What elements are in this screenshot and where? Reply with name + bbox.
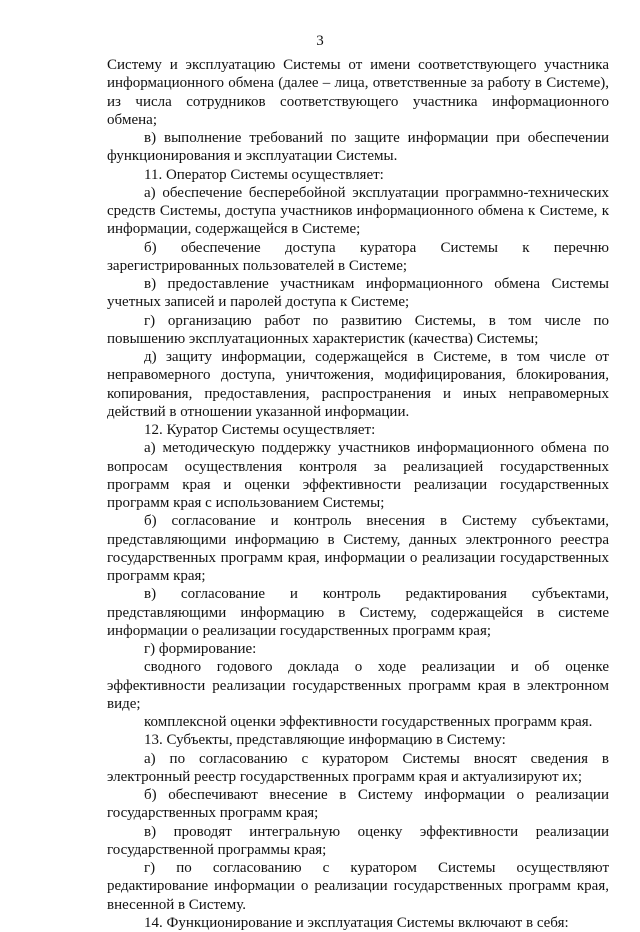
paragraph: б) согласование и контроль внесения в Систему субъектами, представляющими информацию в Систему, данных электронного реестра государственных программ края, информации о реализации государственных программ края; bbox=[107, 513, 609, 584]
paragraph: Систему и эксплуатацию Системы от имени соответствующего участника информационного обмена (далее – лица, ответственные за работу в Системе), из числа сотрудников соответствующего участника информационного обмена; bbox=[107, 57, 609, 128]
paragraph: 13. Субъекты, представляющие информацию в Систему: bbox=[144, 732, 506, 749]
paragraph: а) методическую поддержку участников информационного обмена по вопросам осуществления контроля за реализацией государственных программ края и оценки эффективности реализации государственных программ края с использованием Системы; bbox=[107, 440, 609, 511]
paragraph: в) предоставление участникам информационного обмена Системы учетных записей и паролей доступа к Системе; bbox=[107, 276, 609, 311]
paragraph: 11. Оператор Системы осуществляет: bbox=[144, 166, 384, 183]
paragraph: в) проводят интегральную оценку эффективности реализации государственной программы края; bbox=[107, 823, 609, 858]
page-number: 3 bbox=[316, 33, 324, 49]
paragraph: в) выполнение требований по защите информации при обеспечении функционирования и эксплуатации Системы. bbox=[107, 130, 609, 165]
paragraph: б) обеспечение доступа куратора Системы к перечню зарегистрированных пользователей в Системе; bbox=[107, 239, 609, 274]
paragraph: г) формирование: bbox=[144, 641, 257, 657]
paragraph: сводного годового доклада о ходе реализации и об оценке эффективности реализации государственных программ края в электронном виде; bbox=[107, 659, 609, 712]
paragraph: д) защиту информации, содержащейся в Системе, в том числе от неправомерного доступа, уничтожения, модифицирования, блокирования, копирования, предоставления, распространения и иных неправомерных действий в отношении указанной информации. bbox=[107, 349, 609, 420]
paragraph: в) согласование и контроль редактирования субъектами, представляющими информацию в Систему, содержащейся в системе информации о реализации государственных программ края; bbox=[107, 586, 609, 639]
paragraph: г) организацию работ по развитию Системы, в том числе по повышению эксплуатационных характеристик (качества) Системы; bbox=[107, 312, 609, 347]
paragraph: а) по согласованию с куратором Системы вносят сведения в электронный реестр государственных программ края и актуализируют их; bbox=[107, 750, 609, 785]
paragraph: б) обеспечивают внесение в Систему информации о реализации государственных программ края; bbox=[107, 787, 609, 822]
paragraph: г) по согласованию с куратором Системы осуществляют редактирование информации о реализации государственных программ края, внесенной в Систему. bbox=[107, 860, 609, 913]
document-body bbox=[107, 56, 609, 932]
paragraph: а) обеспечение бесперебойной эксплуатации программно-технических средств Системы, доступа участников информационного обмена к Системе, к информации, содержащейся в Системе; bbox=[107, 184, 609, 238]
paragraph: 14. Функционирование и эксплуатация Системы включают в себя: bbox=[144, 914, 569, 931]
paragraph: 12. Куратор Системы осуществляет: bbox=[144, 422, 376, 438]
paragraph: комплексной оценки эффективности государственных программ края. bbox=[144, 714, 593, 730]
